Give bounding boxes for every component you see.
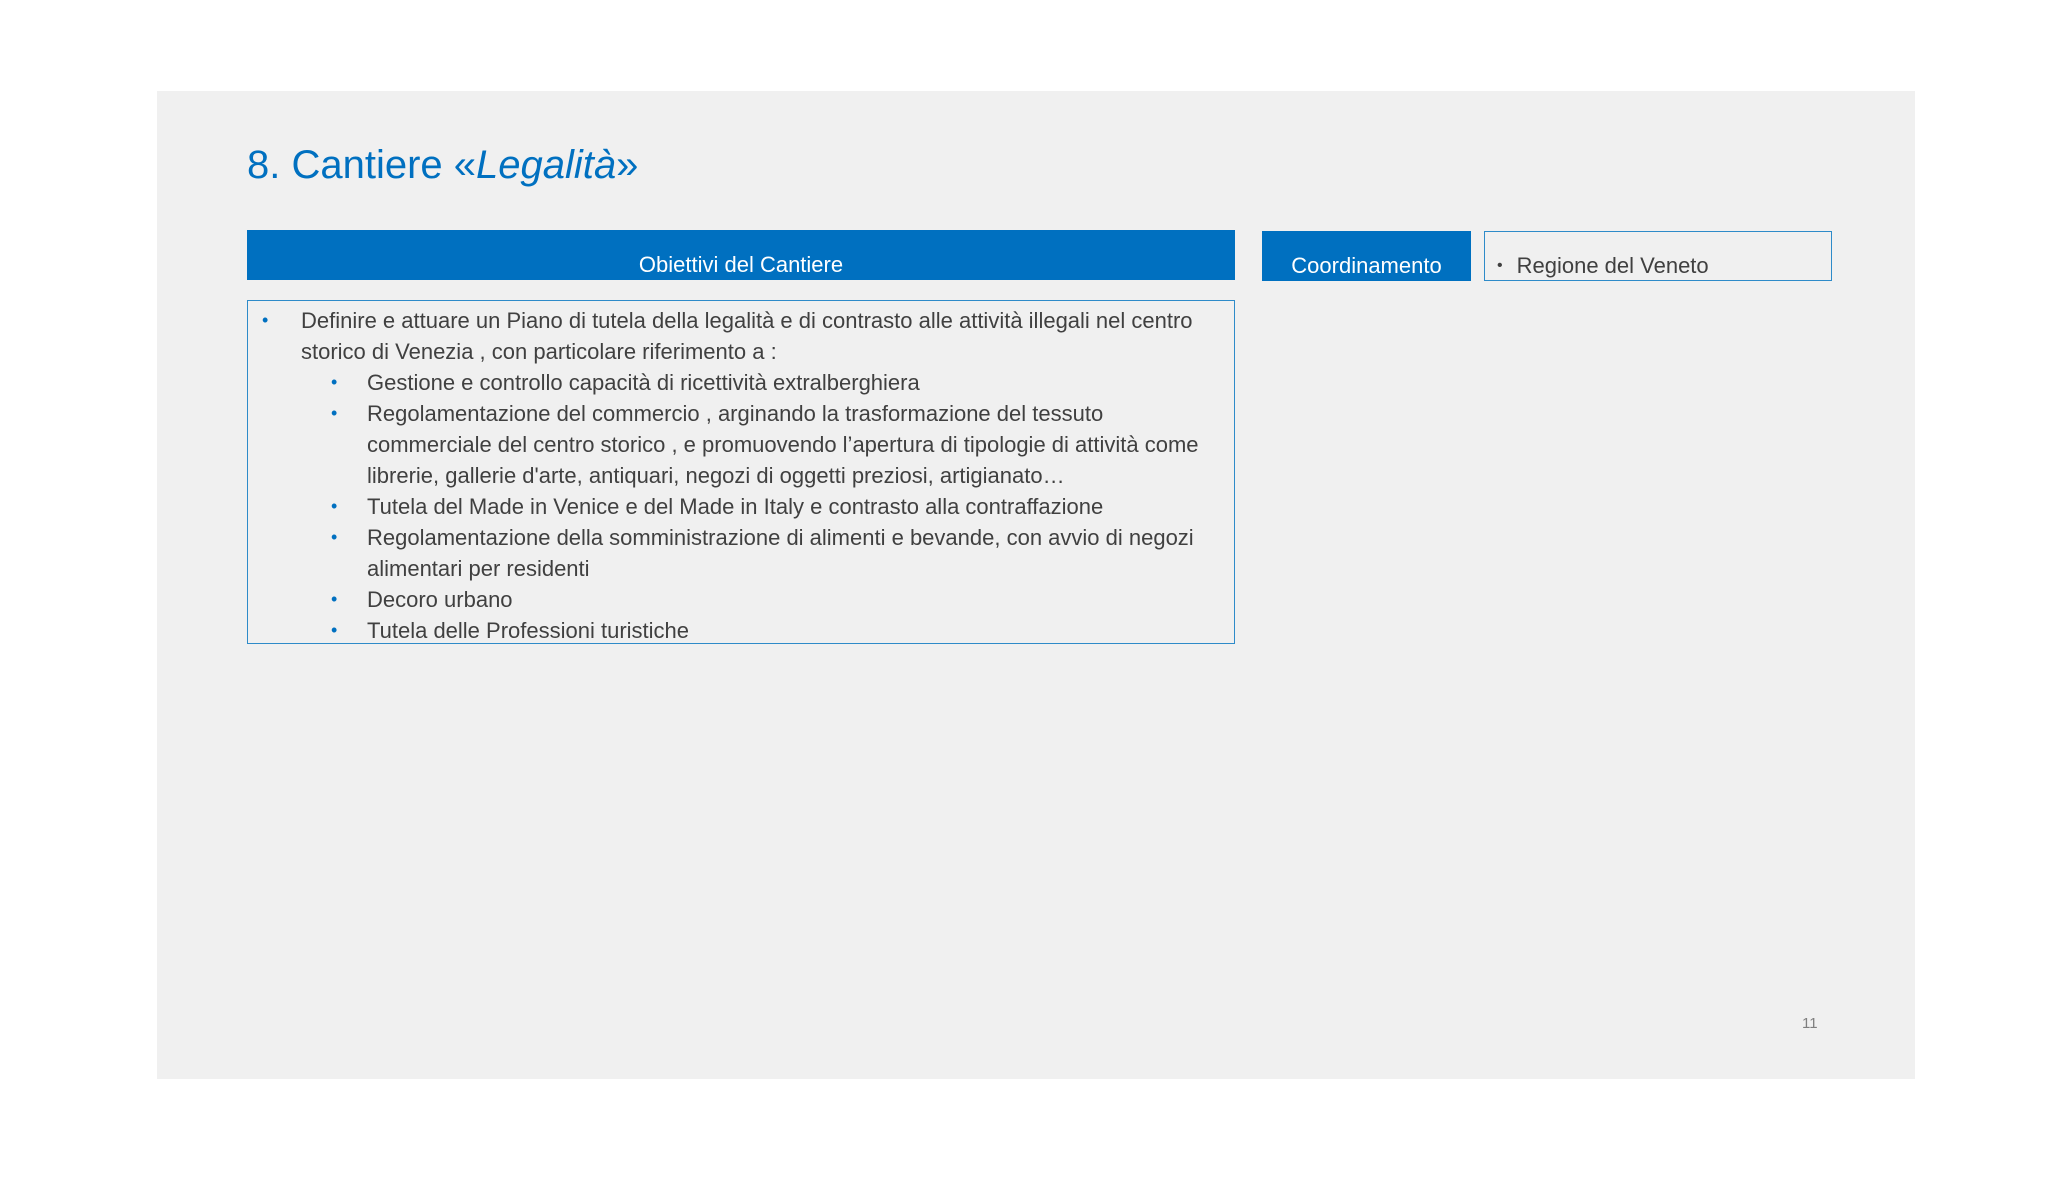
title-prefix: 8. Cantiere « <box>247 143 477 187</box>
coordination-box <box>1484 231 1832 281</box>
list-item <box>301 584 1204 615</box>
objectives-intro-text: Definire e attuare un Piano di tutela della legalità e di contrasto alle attività illegali nel centro storico di Venezia , con particolare riferimento a : <box>301 308 1193 364</box>
objectives-sublist <box>301 367 1204 646</box>
objectives-box <box>247 300 1235 644</box>
list-item-text: Regolamentazione della somministrazione di alimenti e bevande, con avvio di negozi alimentari per residenti <box>367 525 1194 581</box>
list-item <box>301 367 1204 398</box>
bullet-icon: • <box>262 310 269 330</box>
coordination-value: Regione del Veneto <box>1516 253 1709 278</box>
bullet-icon: • <box>1497 257 1503 274</box>
list-item-text: Tutela delle Professioni turistiche <box>367 618 690 643</box>
title-suffix: » <box>616 143 639 187</box>
bullet-icon: • <box>331 496 338 516</box>
bullet-icon: • <box>331 403 338 423</box>
objectives-intro-item <box>248 305 1234 646</box>
coordination-header-label: Coordinamento <box>1291 253 1442 278</box>
list-item <box>301 398 1204 491</box>
list-item <box>301 522 1204 584</box>
bullet-icon: • <box>331 372 338 392</box>
objectives-list <box>248 305 1234 646</box>
slide <box>157 91 1915 1079</box>
list-item <box>301 491 1204 522</box>
list-item-text: Regolamentazione del commercio , arginando la trasformazione del tessuto commerciale del centro storico , e promuovendo l’apertura di tipologie di attività come librerie, gallerie d'arte, antiquari, negozi di oggetti preziosi, artigianato… <box>367 401 1199 488</box>
list-item-text: Decoro urbano <box>367 587 513 612</box>
bullet-icon: • <box>331 589 338 609</box>
list-item-text: Tutela del Made in Venice e del Made in Italy e contrasto alla contraffazione <box>367 494 1104 519</box>
objectives-header-label: Obiettivi del Cantiere <box>638 252 844 277</box>
coordination-header <box>1262 231 1471 281</box>
title-emphasis: Legalità <box>476 143 617 187</box>
bullet-icon: • <box>331 620 338 640</box>
bullet-icon: • <box>331 527 338 547</box>
list-item-text: Gestione e controllo capacità di ricettività extralberghiera <box>367 370 920 395</box>
list-item <box>301 615 1204 646</box>
page-number: 11 <box>1802 1015 1818 1032</box>
slide-title <box>247 143 638 188</box>
objectives-header <box>247 230 1235 280</box>
